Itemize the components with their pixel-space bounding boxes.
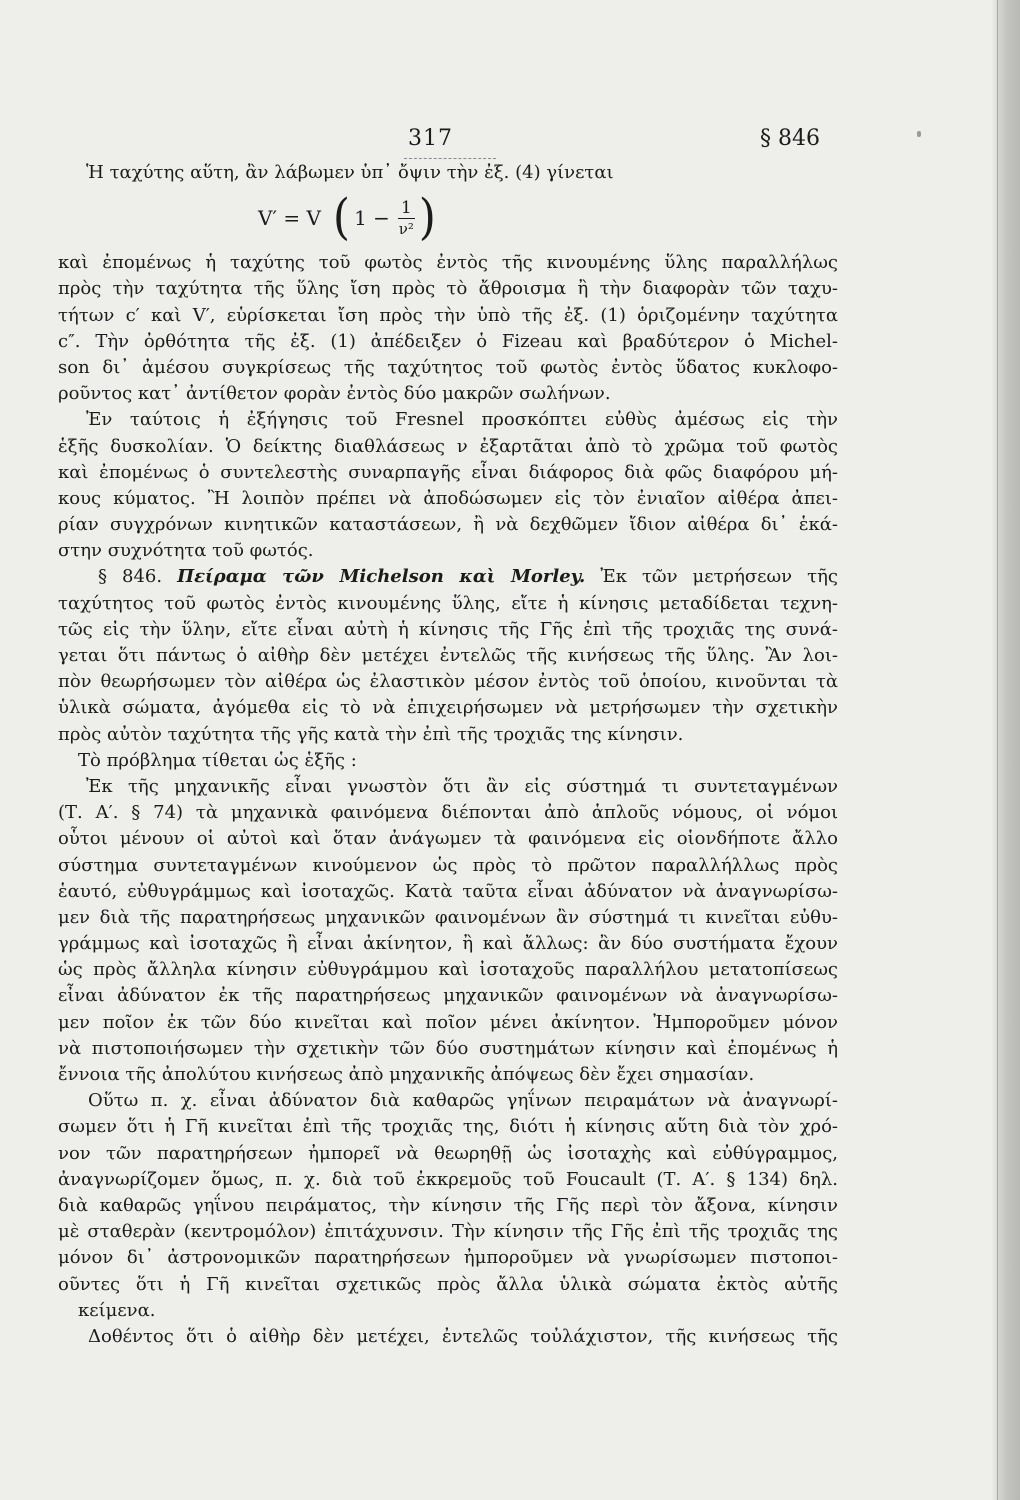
text-line: ροῦντος κατ᾽ ἀντίθετον φορὰν ἐντὸς δύο μακρῶν σωλήνων.	[58, 383, 611, 405]
fraction	[398, 198, 415, 239]
text-line: Δοθέντος ὅτι ὁ αἰθὴρ δὲν μετέχει, ἐντελῶς τοὐλάχιστον, τῆς κινήσεως τῆς	[88, 1325, 838, 1347]
section-heading-line	[58, 564, 838, 590]
text-line: σωμεν ὅτι ἡ Γῆ κινεῖται ἐπὶ τῆς τροχιᾶς της, διότι ἡ κίνησις αὕτη διὰ τὸν χρό-	[58, 1116, 838, 1138]
text-line: εἶναι ἀδύνατον ἐκ τῆς παρατηρήσεως μηχανικῶν φαινομένων νὰ ἀναγνωρίσω-	[58, 985, 838, 1007]
text-line: c″. Τὴν ὀρθότητα τῆς ἐξ. (1) ἀπέδειξεν ὁ Fizeau καὶ βραδύτερον ὁ Michel-	[58, 330, 838, 352]
text-line: νὰ πιστοποιήσωμεν τὴν σχετικὴν τῶν δύο συστημάτων κίνησιν καὶ ἐπομένως ἡ	[58, 1037, 838, 1059]
section-ref: § 846.	[98, 566, 163, 588]
text-line: καὶ ἐπομένως ἡ ταχύτης τοῦ φωτὸς ἐντὸς τῆς κινουμένης ὕλης παραλλήλως	[58, 252, 838, 274]
text-line: ἔννοια τῆς ἀπολύτου κινήσεως ἀπὸ μηχανικῆς ἀπόψεως δὲν ἔχει σημασίαν.	[58, 1064, 755, 1085]
body-text	[58, 160, 838, 1350]
text-line: ταχύτητος τοῦ φωτὸς ἐντὸς κινουμένης ὕλης, εἴτε ἡ κίνησις μεταδίδεται τεχνη-	[58, 592, 838, 614]
text-line: son δι᾽ ἀμέσου συγκρίσεως τῆς ταχύτητος τοῦ φωτὸς ἐντὸς ὕδατος κυκλοφο-	[58, 356, 838, 378]
text-line: ὡς πρὸς ἄλληλα κίνησιν εὐθυγράμμου καὶ ἰσοταχοῦς παραλλήλου μετατοπίσεως	[58, 959, 838, 981]
margin-mark	[917, 131, 921, 137]
text-line: Ἐν ταύτοις ἡ ἐξήγησις τοῦ Fresnel προσκόπτει εὐθὺς ἀμέσως εἰς τὴν	[86, 409, 838, 431]
page-number: 317	[408, 126, 453, 151]
text-line: γράμμως καὶ ἰσοταχῶς ἢ εἶναι ἀκίνητον, ἢ καὶ ἄλλως: ἂν δύο συστήματα ἔχουν	[58, 933, 838, 955]
text-line: μεν ποῖον ἐκ τῶν δύο κινεῖται καὶ ποῖον μένει ἀκίνητον. Ἠμποροῦμεν μόνον	[58, 1011, 838, 1033]
header-rule	[404, 158, 496, 159]
heading-line-rest: Ἐκ τῶν μετρήσεων τῆς	[600, 566, 838, 588]
left-paren: (	[332, 189, 351, 246]
equation-lhs: V′ = V	[258, 206, 321, 231]
text-line: κείμενα.	[78, 1299, 156, 1321]
section-number: § 846	[760, 126, 820, 151]
text-line: ρίαν συγχρόνων κινητικῶν καταστάσεων, ἢ νὰ δεχθῶμεν ἴδιον αἰθέρα δι᾽ ἑκά-	[58, 514, 838, 536]
text-line: μόνον δι᾽ ἀστρονομικῶν παρατηρήσεων ἠμποροῦμεν νὰ γνωρίσωμεν πιστοποι-	[58, 1247, 838, 1269]
text-line: πρὸς αὐτὸν ταχύτητα τῆς γῆς κατὰ τὴν ἐπὶ τῆς τροχιᾶς της κίνησιν.	[58, 723, 684, 745]
running-header	[0, 122, 992, 162]
text-line: Ἐκ τῆς μηχανικῆς εἶναι γνωστὸν ὅτι ἂν εἰς σύστημά τι συντεταγμένων	[86, 775, 838, 797]
text-line: στην συχνότητα τοῦ φωτός.	[58, 540, 314, 562]
text-line: κους κύματος. Ἢ λοιπὸν πρέπει νὰ ἀποδώσωμεν εἰς τὸν ἐνιαῖον αἰθέρα ἀπει-	[58, 487, 838, 509]
text-line: τήτων c′ καὶ V′, εὑρίσκεται ἴση πρὸς τὴν ὑπὸ τῆς ἐξ. (1) ὁριζομένην ταχύτητα	[58, 304, 838, 326]
fraction-denominator: ν²	[398, 219, 414, 238]
equation	[58, 186, 838, 250]
text-line: ἀναγνωρίζομεν ὅμως, π. χ. διὰ τοῦ ἐκκρεμοῦς τοῦ Foucault (Τ. Α′. § 134) δηλ.	[58, 1168, 838, 1190]
section-title: Πείραμα τῶν Michelson καὶ Morley.	[177, 566, 586, 588]
text-line: πὸν θεωρήσωμεν τὸν αἰθέρα ὡς ἐλαστικὸν μέσον ἐντὸς τοῦ ὁποίου, κινοῦνται τὰ	[58, 671, 838, 693]
text-line: τῶς εἰς τὴν ὕλην, εἴτε εἶναι αὐτὴ ἡ κίνησις τῆς Γῆς ἐπὶ τῆς τροχιᾶς της συνά-	[58, 618, 838, 640]
equation-one: 1 −	[354, 206, 390, 231]
text-line: διὰ καθαρῶς γηΐνου πειράματος, τὴν κίνησιν τῆς Γῆς περὶ τὸν ἄξονα, κίνησιν	[58, 1194, 838, 1216]
text-line: οῦντες ὅτι ἡ Γῆ κινεῖται σχετικῶς πρὸς ἄλλα ὑλικὰ σώματα ἐκτὸς αὐτῆς	[58, 1273, 838, 1295]
text-line: ἑξῆς δυσκολίαν. Ὁ δείκτης διαθλάσεως ν ἐξαρτᾶται ἀπὸ τὸ χρῶμα τοῦ φωτὸς	[58, 435, 838, 457]
text-line: ὑλικὰ σώματα, ἀγόμεθα εἰς τὸ νὰ ἐπιχειρήσωμεν νὰ μετρήσωμεν τὴν σχετικὴν	[58, 697, 838, 719]
text-line: ἑαυτό, εὐθυγράμμως καὶ ἰσοταχῶς. Κατὰ ταῦτα εἶναι ἀδύνατον νὰ ἀναγνωρίσω-	[58, 880, 838, 902]
text-line: Ἡ ταχύτης αὕτη, ἂν λάβωμεν ὑπ᾽ ὄψιν τὴν ἐξ. (4) γίνεται	[86, 162, 614, 183]
text-line: σύστημα συντεταγμένων κινούμενον ὡς πρὸς τὸ πρῶτον παραλλήλλως πρὸς	[58, 854, 838, 876]
text-line: οὗτοι μένουν οἱ αὐτοὶ καὶ ὅταν ἀνάγωμεν τὰ φαινόμενα εἰς οἱονδήποτε ἄλλο	[58, 828, 838, 850]
text-line: γεται ὅτι πάντως ὁ αἰθὴρ δὲν μετέχει ἐντελῶς τῆς κινήσεως τῆς ὕλης. Ἂν λοι-	[58, 645, 838, 666]
right-paren: )	[418, 189, 436, 246]
text-line: Οὕτω π. χ. εἶναι ἀδύνατον διὰ καθαρῶς γηΐνων πειραμάτων νὰ ἀναγνωρί-	[88, 1090, 838, 1112]
fraction-numerator: 1	[398, 198, 415, 219]
text-line: μεν διὰ τῆς παρατηρήσεως μηχανικῶν φαινομένων ἂν σύστημά τι κινεῖται εὐθυ-	[58, 906, 838, 928]
page-edge	[997, 0, 1020, 1500]
text-line: καὶ ἐπομένως ὁ συντελεστὴς συναρπαγῆς εἶναι διάφορος διὰ φῶς διαφόρου μή-	[58, 461, 838, 483]
text-line: πρὸς τὴν ταχύτητα τῆς ὕλης ἴση πρὸς τὸ ἄθροισμα ἢ τὴν διαφορὰν τῶν ταχυ-	[58, 278, 838, 300]
text-line: νον τῶν παρατηρήσεων ἠμπορεῖ νὰ θεωρηθῇ ὡς ἰσοταχὴς καὶ εὐθύγραμμος,	[58, 1142, 838, 1164]
text-line: Τὸ πρόβλημα τίθεται ὡς ἑξῆς :	[78, 749, 357, 771]
text-line: (Τ. Α′. § 74) τὰ μηχανικὰ φαινόμενα διέπονται ἀπὸ ἁπλοῦς νόμους, οἱ νόμοι	[58, 802, 838, 824]
text-line: μὲ σταθερὰν (κεντρομόλον) ἐπιτάχυνσιν. Τὴν κίνησιν τῆς Γῆς ἐπὶ τῆς τροχιᾶς της	[58, 1221, 838, 1243]
